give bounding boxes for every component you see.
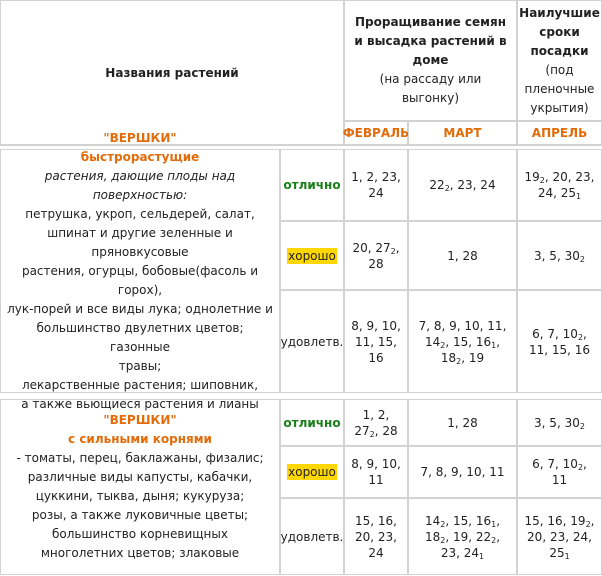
dates-february — [344, 446, 408, 498]
dates-march — [408, 399, 517, 446]
dates-value: 3, 5, $30_2$ — [534, 248, 585, 264]
rating-cell-excellent — [280, 399, 344, 446]
dates-value: 7, 8, 9, 10, 11, $14_2$, 15, $16_1$, $18_2$, 19 — [418, 318, 507, 366]
rating-cell-excellent — [280, 149, 344, 221]
germination-header — [344, 0, 517, 121]
dates-value: 8, 9, 10, 11 — [351, 457, 401, 487]
plant-group-1 — [0, 130, 280, 411]
rating-label: отлично — [283, 178, 341, 192]
plant-group-title: "ВЕРШКИ" — [103, 130, 177, 145]
dates-value: 3, 5, $30_2$ — [534, 415, 585, 431]
plant-group-line: различные виды капусты, кабачки, — [27, 470, 253, 484]
rating-label: удовлетв. — [280, 334, 344, 349]
dates-value: 6, 7, $10_2$, 11, 15, 16 — [528, 326, 591, 357]
rating-cell-fair — [280, 290, 344, 393]
dates-march — [408, 446, 517, 498]
names-header — [0, 0, 344, 145]
dates-february — [344, 498, 408, 575]
plant-group-line: растения, дающие плоды над поверхностью: — [44, 168, 236, 202]
plant-group-line: петрушка, укроп, сельдерей, салат, — [25, 206, 255, 221]
best-time-header — [517, 0, 602, 121]
dates-february — [344, 149, 408, 221]
plant-group-line: - томаты, перец, баклажаны, физалис; — [16, 451, 264, 465]
rating-cell-fair — [280, 498, 344, 575]
rating-label: хорошо — [288, 248, 336, 263]
plant-group-line: лекарственные растения; шиповник, — [21, 377, 259, 392]
dates-value: 8, 9, 10, 11, 15, 16 — [351, 318, 401, 365]
dates-value: $22_2$, 23, 24 — [429, 178, 496, 193]
dates-value: 15, 16, 20, 23, 24 — [355, 513, 397, 560]
plant-group-line: большинство двулетних цветов; газонные — [36, 320, 244, 354]
plant-group-line: большинство корневищных — [52, 527, 228, 541]
dates-april — [517, 446, 602, 498]
plant-group-subtitle: с сильными корнями — [68, 432, 212, 446]
best-time-note: (под пленочные укрытия) — [524, 62, 595, 115]
plant-group-title: "ВЕРШКИ" — [103, 413, 177, 427]
plant-group-line: растения, огурцы, бобовые(фасоль и горох), — [21, 263, 259, 297]
dates-value: 6, 7, $10_2$, 11 — [532, 457, 587, 487]
dates-march — [408, 149, 517, 221]
dates-april — [517, 290, 602, 393]
month-header-march: МАРТ — [408, 121, 517, 145]
dates-february — [344, 221, 408, 290]
dates-march — [408, 290, 517, 393]
dates-value: 15, 16, $19_2$, 20, 23, 24, $25_1$ — [524, 513, 595, 561]
germination-title: Проращивание семян и высадка растений в доме — [354, 15, 507, 67]
dates-april — [517, 149, 602, 221]
dates-value: 20, $27_2$, 28 — [352, 240, 400, 271]
best-time-title: Наилучшие сроки посадки — [519, 5, 600, 58]
rating-cell-good — [280, 446, 344, 498]
plant-group-line: многолетних цветов; злаковые — [40, 546, 240, 560]
rating-label: удовлетв. — [280, 529, 344, 544]
rating-label: хорошо — [288, 465, 336, 479]
rating-cell-good — [280, 221, 344, 290]
dates-value: $14_2$, 15, $16_1$, $18_2$, 19, $22_2$, 23, $24_1$ — [424, 513, 501, 561]
plant-group-line: шпинат и другие зеленные и пряновкусовые — [47, 225, 233, 259]
rating-label: отлично — [283, 415, 341, 430]
dates-value: 1, 2, $27_2$, 28 — [354, 407, 398, 439]
plant-group-line: лук-порей и все виды лука; однолетние и — [7, 301, 273, 316]
dates-april — [517, 221, 602, 290]
month-header-april: АПРЕЛЬ — [517, 121, 602, 145]
dates-value: 1, 2, 23, 24 — [351, 170, 401, 200]
dates-value: 1, 28 — [447, 415, 478, 430]
plant-group-2 — [0, 399, 280, 575]
names-label: Названия растений — [105, 65, 239, 80]
plant-group-line: розы, а также луковичные цветы; — [31, 508, 249, 522]
dates-march — [408, 498, 517, 575]
month-header-february: ФЕВРАЛЬ — [344, 121, 408, 145]
dates-march — [408, 221, 517, 290]
plant-group-line: цуккини, тыква, дыня; кукуруза; — [35, 489, 245, 503]
plant-group-line: а также вьющиеся растения и лианы — [21, 396, 259, 411]
dates-february — [344, 399, 408, 446]
dates-april — [517, 498, 602, 575]
dates-value: $19_2$, 20, 23, 24, $25_1$ — [524, 170, 595, 201]
dates-february — [344, 290, 408, 393]
dates-april — [517, 399, 602, 446]
plant-group-line: травы; — [118, 358, 162, 373]
plant-group-subtitle: быстрорастущие — [80, 149, 200, 164]
dates-value: 1, 28 — [447, 248, 478, 263]
germination-note: (на рассаду или выгонку) — [379, 72, 482, 105]
dates-value: 7, 8, 9, 10, 11 — [420, 465, 505, 479]
